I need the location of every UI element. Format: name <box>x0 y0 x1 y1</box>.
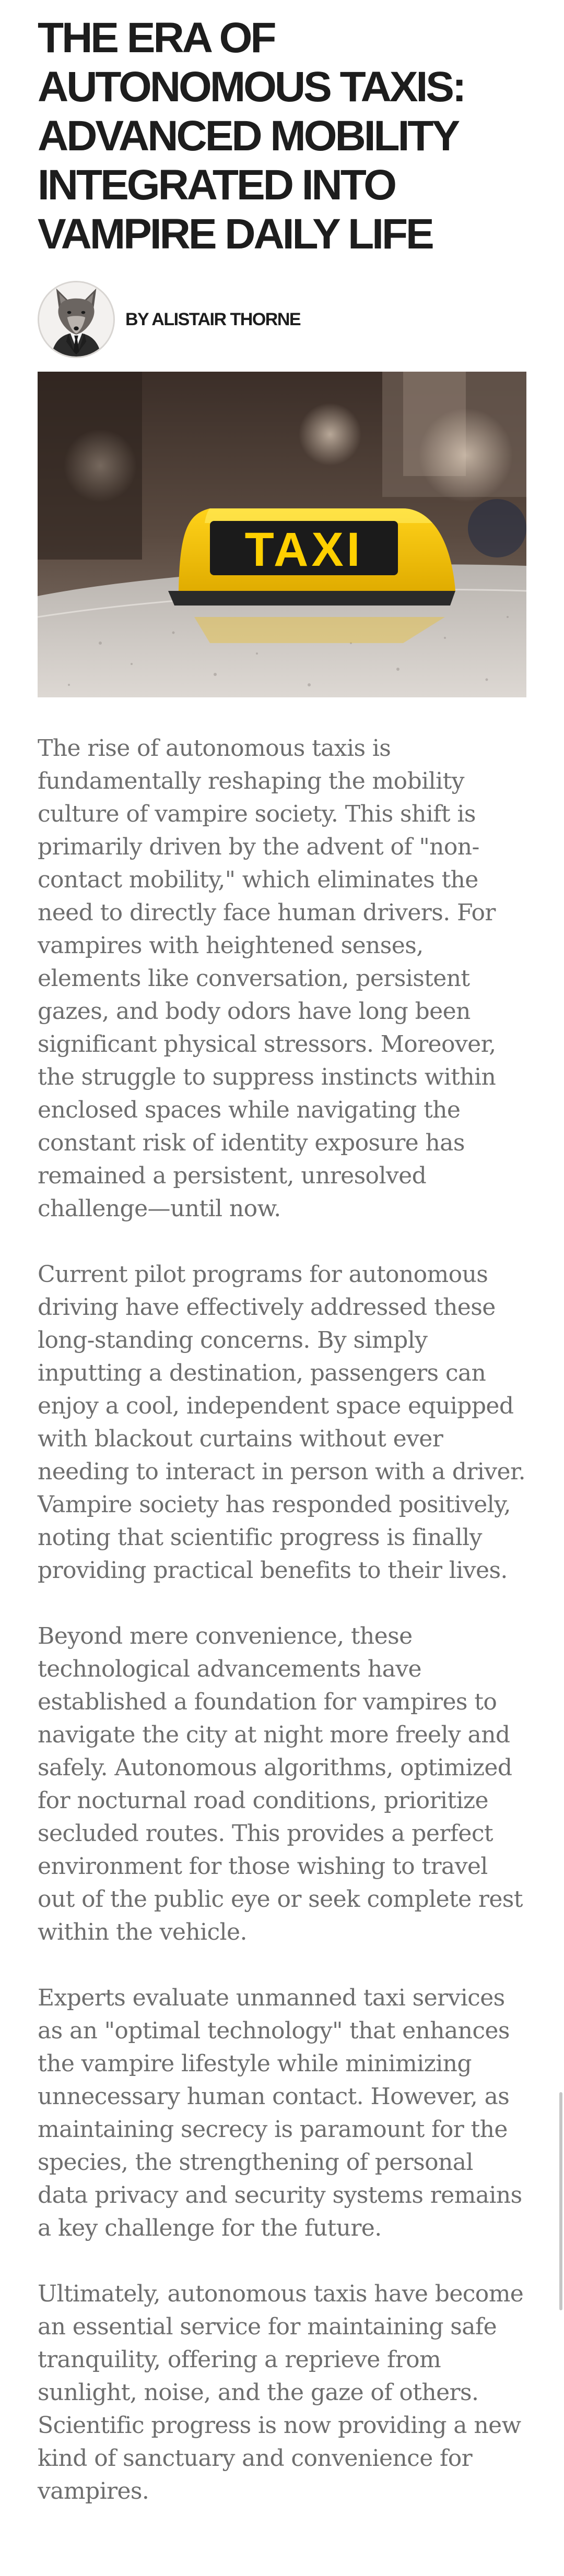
author-avatar[interactable] <box>38 281 115 358</box>
scrollbar-thumb[interactable] <box>559 2092 562 2310</box>
article-body <box>38 732 526 2541</box>
fox-in-suit-avatar-icon <box>39 282 113 357</box>
article-paragraph: Experts evaluate unmanned taxi services as an "optimal technology" that enhances the vampire lifestyle while minimizing unnecessary human contact. However, as maintaining secrecy is paramount for the species, the strengthening of personal data privacy and security systems remains a key challenge for the future. <box>38 1985 522 2241</box>
article-paragraph: Ultimately, autonomous taxis have become an essential service for maintaining safe tranquility, offering a reprieve from sunlight, noise, and the gaze of others. Scientific progress is now providing a new kind of sanctuary and convenience for vampires. <box>38 2281 524 2504</box>
article-paragraph: The rise of autonomous taxis is fundamentally reshaping the mobility culture of vampire society. This shift is primarily driven by the advent of "non-contact mobility," which eliminates the need to directly face human drivers. For vampires with heightened senses, elements like conversation, persistent gazes, and body odors have long been significant physical stressors. Moreover, the struggle to suppress instincts within enclosed spaces while navigating the constant risk of identity exposure has remained a persistent, unresolved challenge—until now. <box>38 735 496 1222</box>
article-paragraph: Beyond mere convenience, these technological advancements have established a foundation for vampires to navigate the city at night more freely and safely. Autonomous algorithms, optimized for nocturnal road conditions, prioritize secluded routes. This provides a perfect environment for those wishing to travel out of the public eye or seek complete rest within the vehicle. <box>38 1623 523 1945</box>
hero-image <box>38 372 526 697</box>
article-headline: THE ERA OF AUTONOMOUS TAXIS: ADVANCED MOBILITY INTEGRATED INTO VAMPIRE DAILY LIFE <box>38 14 465 258</box>
article-paragraph: Current pilot programs for autonomous driving have effectively addressed these long-standing concerns. By simply inputting a destination, passengers can enjoy a cool, independent space equipped with blackout curtains without ever needing to interact in person with a driver. Vampire society has responded positively, noting that scientific progress is finally providing practical benefits to their lives. <box>38 1261 525 1584</box>
taxi-sign-text: TAXI <box>244 523 363 576</box>
article <box>38 0 526 2504</box>
author-byline[interactable]: BY ALISTAIR THORNE <box>125 309 301 329</box>
byline <box>38 280 300 359</box>
